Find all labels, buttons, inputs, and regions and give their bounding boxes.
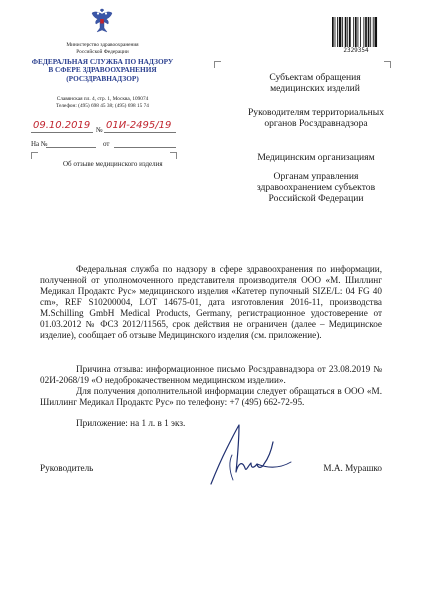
service-short-name: (РОСЗДРАВНАДЗОР)	[66, 73, 139, 83]
addressee-1: Субъектам обращения медицинских изделий	[269, 72, 361, 95]
addressee-corner-left	[214, 61, 221, 68]
barcode-number: 2329354	[343, 47, 369, 54]
signatory-name: М.А. Мурашко	[323, 463, 382, 473]
addressee-2: Руководителям территориальных органов Росздравнадзора	[247, 107, 385, 130]
corner-mark-right	[170, 152, 177, 159]
body-paragraph-3: Для получения дополнительной информации следует обращаться в ООО «М. Шиллинг Медикал Продактс Рус» по телефону: +7 (495) 662-72-95.	[40, 386, 382, 407]
addressee-4: Органам управления здравоохранением субъектов Российской Федерации	[256, 171, 376, 205]
ministry-line: Министерство здравоохранения	[66, 42, 139, 48]
outgoing-date: 09.10.2019	[33, 120, 91, 131]
number-label: №	[96, 126, 103, 134]
addressee-3: Медицинским организациям	[257, 152, 375, 163]
reply-number-label: На №	[31, 140, 48, 148]
service-address: Славянская пл. 4, стр. 1, Москва, 109074	[56, 96, 149, 102]
addressee-corner-right	[384, 61, 391, 68]
federation-line: Российской Федерации	[76, 48, 129, 55]
corner-mark-left	[31, 152, 38, 159]
signatory-position: Руководитель	[40, 463, 94, 473]
letter-subject: Об отзыве медицинского изделия	[63, 160, 163, 168]
handwritten-signature	[205, 422, 295, 492]
service-name-line2: В СФЕРЕ ЗДРАВООХРАНЕНИЯ	[48, 65, 157, 75]
service-phone: Телефон: (495) 698 45 38; (495) 698 15 74	[56, 102, 149, 109]
reply-from-label: от	[103, 140, 110, 148]
attachment-line: Приложение: на 1 л. в 1 экз.	[76, 418, 186, 428]
barcode	[332, 17, 380, 47]
body-paragraph-2: Причина отзыва: информационное письмо Росздравнадзора от 23.08.2019 № 02И-2068/19 «О недоброкачественном медицинском изделии».	[40, 364, 382, 385]
outgoing-number: 01И-2495/19	[106, 120, 172, 131]
service-name-line1: ФЕДЕРАЛЬНАЯ СЛУЖБА ПО НАДЗОРУ	[31, 57, 174, 66]
body-paragraph-1: Федеральная служба по надзору в сфере здравоохранения по информации, полученной от уполномоченного представителя производителя ООО «М. Шиллинг Медикал Продактс Рус» медицинского изделия «Катетер пупочный SIZE/L: 04 FG 40 cm», REF S10200004, LOT 14675-01, дата изготовления 2016-11, производства M.Schilling GmbH Medical Products, Germany, регистрационное удостоверение от 01.03.2012 № ФСЗ 2012/11565, срок действия не ограничен (далее – Медицинское изделие), сообщает об отзыве Медицинского изделия (см. приложение).	[40, 264, 382, 340]
coat-of-arms-icon	[91, 8, 113, 34]
